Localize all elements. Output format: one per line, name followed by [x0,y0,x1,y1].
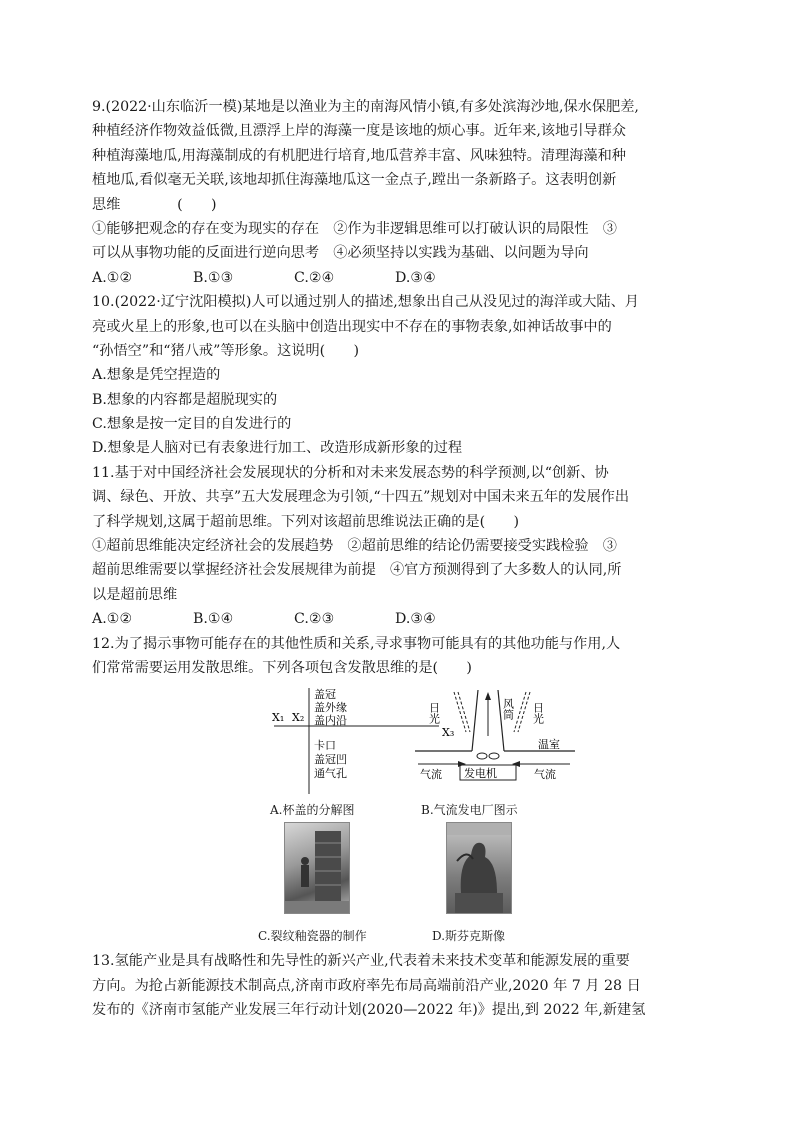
q10-line: 10.(2022·辽宁沈阳模拟)人可以通过别人的描述,想象出自己从没见过的海洋或大陆、月 [92,294,639,311]
q11-line: 调、绿色、开放、共享”五大发展理念为引领,“十四五”规划对中国未来五年的发展作出 [92,489,630,506]
q10-line: 亮或火星上的形象,也可以在头脑中创造出现实中不存在的事物表象,如神话故事中的 [92,318,612,335]
q11-line: ①超前思维能决定经济社会的发展趋势 ②超前思维的结论仍需要接受实践检验 ③ [92,538,617,555]
axis-x2-label: X₂ [292,711,305,725]
figure-a-caption: A.杯盖的分解图 [270,803,355,818]
lid-part-label: 盖外缘 [314,701,347,715]
q12-line: 们常常需要运用发散思维。下列各项包含发散思维的是( ) [92,659,472,676]
option-c[interactable]: C.②④ [294,269,335,286]
option-b[interactable]: B.①③ [193,269,234,286]
lid-part-label: 卡口 [314,739,336,753]
q9-line: 种植海藻地瓜,用海藻制成的有机肥进行培育,地瓜营养丰富、风味独特。清理海藻和种 [92,147,626,164]
option-d[interactable]: D.③④ [395,611,436,628]
axis-x1-label: X₁ [272,711,285,725]
q13-line: 发布的《济南市氢能产业发展三年行动计划(2020—2022 年)》提出,到 2022 年,新建氢 [92,1002,646,1019]
page-content [92,95,704,1023]
option-c[interactable]: C.想象是按一定目的自发进行的 [92,416,292,433]
lid-part-label: 通气孔 [314,767,347,781]
q11-line: 11.基于对中国经济社会发展现状的分析和对未来发展态势的科学预测,以“创新、协 [92,464,609,481]
option-b[interactable]: B.想象的内容都是超脱现实的 [92,391,278,408]
question-13 [92,949,704,1022]
q12-line: 12.为了揭示事物可能存在的其他性质和关系,寻求事物可能具有的其他功能与作用,人 [92,635,621,652]
q11-line: 以是超前思维 [92,586,178,603]
figure-c-caption: C.裂纹釉瓷器的制作 [258,929,367,944]
option-d[interactable]: D.③④ [395,269,436,286]
q11-line: 超前思维需要以掌握经济社会发展规律为前提 ④官方预测得到了大多数人的认同,所 [92,562,622,579]
q9-line: ①能够把观念的存在变为现实的存在 ②作为非逻辑思维可以打破认识的局限性 ③ [92,220,617,237]
crackle-porcelain-photo[interactable] [284,822,350,914]
option-a[interactable]: A.①② [92,269,133,286]
airflow-label-left: 气流 [420,768,442,782]
lid-part-label: 盖冠 [314,688,336,702]
lid-part-label: 盖冠凹 [314,753,347,767]
q11-line: 了科学规划,这属于超前思维。下列对该超前思维说法正确的是( ) [92,513,520,530]
question-11 [92,461,704,632]
figure-b-caption: B.气流发电厂图示 [421,803,518,818]
question-9 [92,95,704,290]
airflow-power-plant-diagram[interactable] [410,686,580,794]
q9-line: 思维 ( ) [92,196,217,213]
sunlight-label-left: 日光 [427,702,441,725]
question-12 [92,632,704,950]
option-a[interactable]: A.①② [92,611,133,628]
q9-line: 植地瓜,看似毫无关联,该地却抓住海藻地瓜这一金点子,蹚出一条新路子。这表明创新 [92,172,617,189]
q10-line: “孙悟空”和“猪八戒”等形象。这说明( ) [92,342,360,359]
q13-line: 方向。为抢占新能源技术制高点,济南市政府率先布局高端前沿产业,2020 年 7 月 28 日 [92,977,641,994]
q9-options [92,266,704,290]
greenhouse-label: 温室 [538,738,560,752]
airflow-label-right: 气流 [534,768,556,782]
q9-line: 可以从事物功能的反面进行逆向思考 ④必须坚持以实践为基础、以问题为导向 [92,245,589,262]
figure-d-caption: D.斯芬克斯像 [432,929,506,944]
sunlight-label-right: 日光 [531,702,545,725]
q11-options [92,607,704,631]
question-10 [92,290,704,461]
axis-x3-label: X₃ [442,726,454,740]
q12-figures [92,684,704,949]
option-d[interactable]: D.想象是人脑对已有表象进行加工、改造形成新形象的过程 [92,440,463,457]
generator-label: 发电机 [464,767,497,781]
q9-line: 种植经济作物效益低微,且漂浮上岸的海藻一度是该地的烦心事。近年来,该地引导群众 [92,123,626,140]
sphinx-statue-photo[interactable] [446,822,512,914]
lid-part-label: 盖内沿 [314,714,347,728]
chimney-label: 风筒 [501,698,515,721]
option-b[interactable]: B.①④ [193,611,234,628]
q13-line: 13.氢能产业是具有战略性和先导性的新兴产业,代表着未来技术变革和能源发展的重要 [92,953,630,970]
q9-line: 9.(2022·山东临沂一模)某地是以渔业为主的南海风情小镇,有多处滨海沙地,保水保肥差, [92,99,639,115]
option-c[interactable]: C.②③ [294,611,335,628]
option-a[interactable]: A.想象是凭空捏造的 [92,367,221,384]
